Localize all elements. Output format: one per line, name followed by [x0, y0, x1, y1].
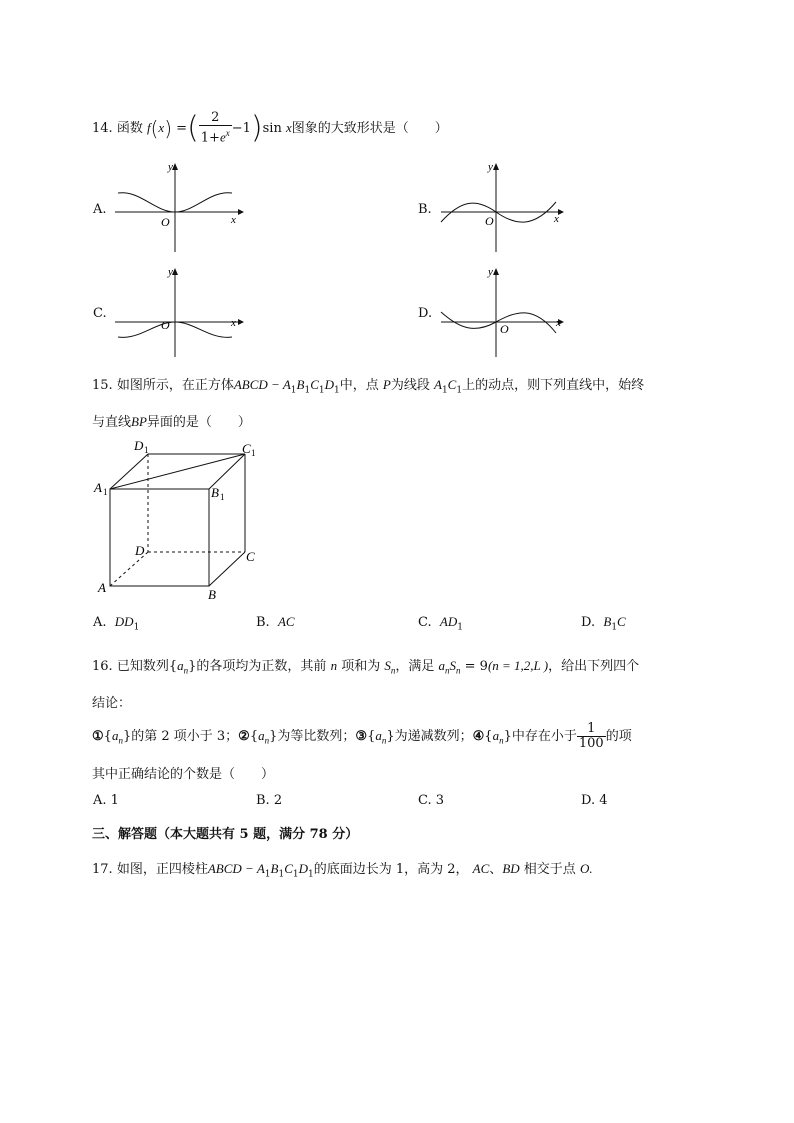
- q14-stem: 14. 函数 f(x) =( $\frac{2}{1+e^x}$ −1)sin x图象的大致形状是（ ）: [92, 110, 448, 146]
- q15-line2-b: 异面的是（ ）: [146, 415, 251, 430]
- cube-label-b1-sub: 1: [220, 492, 225, 502]
- q16-seq-n: n: [183, 665, 189, 676]
- q15-option-d-main: B: [603, 614, 612, 629]
- q14-option-b-label: B.: [418, 202, 432, 217]
- q16-c2-seq-n: n: [264, 735, 270, 746]
- q16-c4-tail: 的项: [605, 729, 632, 744]
- q15-solid-b-sub: 1: [304, 385, 311, 396]
- q14-eq: =: [176, 121, 188, 136]
- q17-solid-sub-b: 1: [278, 869, 285, 880]
- q16-c1-text: 的第 2 项小于 3；: [131, 729, 239, 744]
- q16-e: ，给出下列四个: [548, 659, 640, 674]
- q16-seq: a: [177, 658, 184, 673]
- q15-option-d-tail: C: [617, 614, 626, 629]
- q14-fraction: [199, 111, 232, 145]
- q14-minus-one: −1: [231, 121, 251, 136]
- q14-sin-x: x: [285, 120, 292, 135]
- q14-d-y-label: y: [488, 266, 493, 278]
- q14-graph-b: [436, 160, 576, 255]
- q15-seg-a: A: [433, 377, 442, 392]
- q17-solid-sub-d: 1: [307, 869, 314, 880]
- q14-a-origin: O: [161, 215, 170, 229]
- q14-suffix: 图象的大致形状是（ ）: [291, 121, 448, 136]
- q16-c2-marker: ②: [238, 729, 250, 744]
- q15-seg-c: C: [447, 377, 457, 392]
- q15-p: P: [382, 377, 391, 392]
- q16-a: 已知数列: [116, 659, 169, 674]
- q15-option-d-sub: 1: [611, 622, 618, 633]
- q17-solid-b: B: [270, 861, 279, 876]
- q15-option-b-main: AC: [277, 614, 295, 629]
- q15-option-a: [93, 614, 139, 633]
- q14-d-x-label: x: [556, 317, 561, 329]
- q15-line1-c: 为线段: [390, 378, 430, 393]
- q14-frac-den-e: e: [219, 129, 226, 145]
- q16-c3-seq: a: [375, 728, 382, 743]
- q14-c-y-label: y: [168, 266, 173, 278]
- cube-label-b1: B: [211, 485, 219, 500]
- q16-cond-paren: (n = 1,2,L ): [487, 658, 549, 673]
- q15-option-d-label: D.: [581, 615, 596, 630]
- q15-solid-c-sub: 1: [318, 385, 325, 396]
- q16-c3-seq-n: n: [381, 735, 387, 746]
- q15-solid-b: B: [296, 377, 305, 392]
- q16-cond-s: S: [449, 658, 457, 673]
- q17-o: O.: [579, 861, 593, 876]
- cube-label-a1-sub: 1: [103, 487, 108, 497]
- cube-label-d1: D: [134, 438, 144, 453]
- q15-solid: ABCD − A: [233, 377, 291, 392]
- q16-frac-den: 100: [578, 736, 604, 751]
- cube-label-a: A: [98, 580, 106, 595]
- q16-line4: 其中正确结论的个数是（ ）: [92, 767, 275, 782]
- cube-label-a1: A: [94, 480, 102, 495]
- q14-a-y-label: y: [168, 161, 173, 173]
- q14-x: x: [158, 120, 165, 135]
- q17-bd: BD: [502, 861, 520, 876]
- q14-prefix: 函数: [116, 121, 143, 136]
- q17-a: 如图，正四棱柱: [116, 862, 208, 877]
- q14-b-origin: O: [485, 214, 494, 228]
- q14-f: f: [146, 120, 151, 135]
- q14-frac-den-a: 1+: [200, 130, 220, 146]
- q16-frac-num: 1: [577, 722, 606, 737]
- q15-line2: [92, 411, 251, 430]
- q14-graph-a: [110, 160, 250, 255]
- q14-a-x-label: x: [231, 214, 236, 226]
- q16-c4-text: 中存在小于: [511, 729, 577, 744]
- q15-number: 15.: [92, 378, 113, 393]
- q16-b: 的各项均为正数，其前: [196, 659, 327, 674]
- q17-dun: 、: [489, 862, 503, 877]
- q14-option-c-label: C.: [93, 306, 107, 321]
- q14-graph-c: [110, 265, 250, 360]
- q15-line1-d: 上的动点，则下列直线中，始终: [462, 378, 645, 393]
- q16-cond-a: a: [438, 658, 446, 673]
- q15-solid-d: D: [324, 377, 334, 392]
- q15-line1-a: 如图所示，在正方体: [116, 378, 234, 393]
- q15-option-a-main: DD: [114, 614, 134, 629]
- q16-cond-rhs: = 9: [460, 659, 488, 674]
- cube-label-d: D: [135, 543, 145, 558]
- q16-c4-seq: a: [492, 728, 500, 743]
- cube-label-c: C: [246, 549, 255, 564]
- q15-option-b: [256, 614, 295, 630]
- q14-graph-d: [436, 265, 576, 360]
- q15-option-c-main: AD: [439, 614, 458, 629]
- q14-sin: sin: [262, 121, 282, 136]
- q16-option-c: C. 3: [418, 793, 445, 808]
- q15-solid-c: C: [310, 377, 319, 392]
- cube-label-b: B: [208, 587, 216, 602]
- q16-c4-seq-n: n: [499, 735, 504, 746]
- q14-b-y-label: y: [488, 161, 493, 173]
- q17-ac: AC: [472, 861, 490, 876]
- q16-d: ，满足: [395, 659, 435, 674]
- q16-S-n: n: [390, 665, 396, 676]
- q17-stem: [92, 858, 593, 880]
- q15-line1-b: 中，点: [339, 378, 379, 393]
- q17-solid-d: D: [298, 861, 308, 876]
- q16-option-a: A. 1: [93, 793, 119, 808]
- q14-c-origin: O: [161, 318, 170, 332]
- q16-c1-seq: a: [111, 728, 119, 743]
- q14-b-x-label: x: [554, 213, 559, 225]
- q14-number: 14.: [92, 121, 113, 136]
- q15-option-a-label: A.: [93, 615, 107, 630]
- cube-label-d1-sub: 1: [144, 445, 149, 455]
- q16-n: n: [330, 658, 338, 673]
- q15-seg-c-sub: 1: [456, 385, 463, 396]
- q16-S: S: [384, 658, 391, 673]
- q16-c1-seq-n: n: [118, 735, 123, 746]
- q17-e: 的底面边长为 1，高为 2，: [313, 862, 469, 877]
- q16-conclusions: $①\{a_n\}$的第 2 项小于 3；$②\{a_n\}$为等比数列；$③\{a_n\}$为递减数列；$④\{a_n\}$中存在小于 $\frac{1}{100}$ 的项: [92, 721, 632, 751]
- q15-option-c-label: C.: [418, 615, 432, 630]
- q16-line1: 16. 已知数列$\{a_n\}$的各项均为正数，其前 n 项和为 $S_n$，满足 $a_nS_n = 9(n = 1,2,L$ )，给出下列四个: [92, 658, 640, 676]
- cube-label-c1: C: [242, 441, 251, 456]
- q14-option-d-label: D.: [418, 306, 433, 321]
- q15-solid-d-sub: 1: [333, 385, 340, 396]
- q14-c-x-label: x: [231, 317, 236, 329]
- q16-fraction: [577, 722, 606, 751]
- q14-option-a-label: A.: [93, 202, 107, 217]
- q15-bp: BP: [131, 414, 147, 429]
- section-3-heading: 三、解答题（本大题共有 5 题，满分 78 分）: [92, 827, 359, 842]
- q17-solid-c: C: [284, 861, 293, 876]
- q16-c2-text: 为等比数列；: [277, 729, 356, 744]
- q17-solid-sub-a: 1: [264, 869, 271, 880]
- q15-cube-figure: [92, 432, 272, 604]
- q15-solid-sub: 1: [290, 385, 297, 396]
- q15-line1: [92, 374, 644, 396]
- q16-c4-marker: ④: [472, 729, 485, 744]
- q15-seg-a-sub: 1: [441, 385, 448, 396]
- q16-c: 项和为: [341, 659, 381, 674]
- q14-d-origin: O: [500, 322, 509, 336]
- q14-frac-den-x: x: [225, 128, 230, 139]
- q16-c3-marker: ③: [355, 729, 368, 744]
- q16-c1-marker: ①: [92, 729, 104, 744]
- q16-c2-seq: a: [258, 728, 265, 743]
- q16-line2: 结论：: [92, 696, 132, 711]
- q15-option-d: [581, 614, 626, 633]
- q15-option-c: [418, 614, 463, 633]
- q15-line2-a: 与直线: [92, 415, 132, 430]
- q17-f: 相交于点: [523, 862, 576, 877]
- q15-option-a-sub: 1: [133, 622, 140, 633]
- q17-solid: ABCD − A: [207, 861, 265, 876]
- q16-c3-text: 为递减数列；: [394, 729, 473, 744]
- q14-frac-num: 2: [199, 111, 232, 126]
- q16-option-b: B. 2: [256, 793, 283, 808]
- cube-label-c1-sub: 1: [251, 448, 256, 458]
- q16-cond-s-n: n: [456, 665, 461, 676]
- q15-option-c-sub: 1: [457, 622, 463, 633]
- q15-option-b-label: B.: [256, 615, 270, 630]
- q17-number: 17.: [92, 862, 113, 877]
- q16-cond-a-n: n: [445, 665, 450, 676]
- q17-solid-sub-c: 1: [292, 869, 299, 880]
- q16-option-d: D. 4: [581, 793, 608, 808]
- q16-number: 16.: [92, 659, 113, 674]
